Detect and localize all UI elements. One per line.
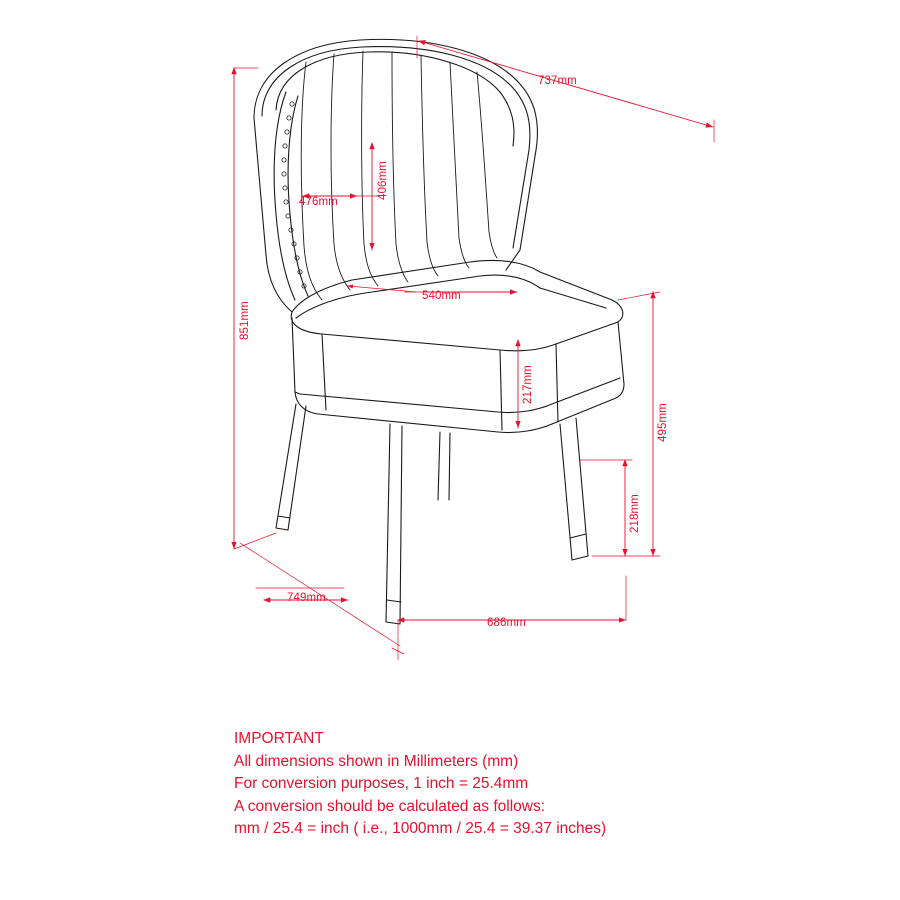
dimension-label-749mm: 749mm [287, 592, 326, 604]
dimension-label-851mm: 851mm [239, 301, 251, 340]
chair-back-shell [254, 39, 537, 312]
dimension-label-737mm: 737mm [538, 75, 577, 87]
notes-heading: IMPORTANT [234, 730, 324, 747]
dimension-label-476mm: 476mm [299, 196, 338, 208]
dimension-737mm [417, 36, 714, 142]
notes-line-3: A conversion should be calculated as follows: [234, 797, 546, 815]
dimension-label-217mm: 217mm [522, 365, 534, 404]
notes-line-2: For conversion purposes, 1 inch = 25.4mm [234, 775, 529, 792]
dimension-label-218mm: 218mm [629, 494, 641, 533]
nailhead-trim [282, 102, 306, 288]
dimension-label-686mm: 686mm [487, 617, 526, 629]
notes-line-4: mm / 25.4 = inch ( i.e., 1000mm / 25.4 = 39.37 inches) [234, 820, 607, 837]
dimension-218mm [580, 460, 632, 556]
dimension-label-495mm: 495mm [657, 403, 669, 442]
dimension-495mm [592, 292, 660, 556]
dimension-label-540mm: 540mm [422, 290, 461, 302]
notes-line-1: All dimensions shown in Millimeters (mm) [234, 752, 519, 770]
dimension-label-406mm: 406mm [377, 161, 389, 200]
chair-apron [292, 318, 624, 433]
chair-legs [276, 404, 588, 624]
important-notes [234, 728, 606, 841]
